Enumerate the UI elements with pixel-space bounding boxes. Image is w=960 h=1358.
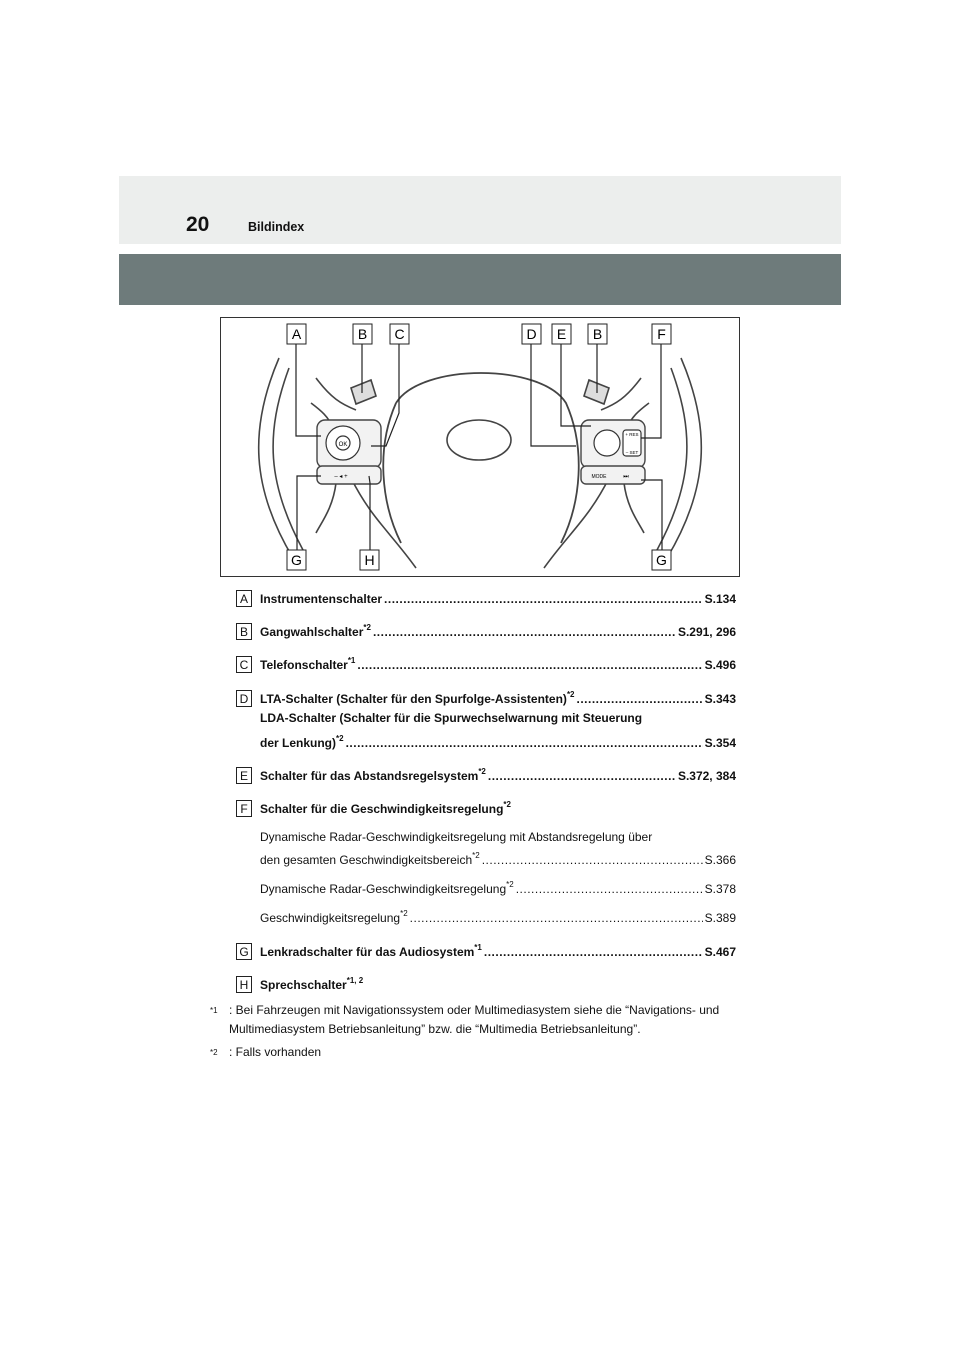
callout-g-left bbox=[287, 550, 306, 570]
callout-e bbox=[552, 324, 571, 344]
svg-text:F: F bbox=[657, 326, 666, 342]
sub-entry-label: den gesamten Geschwindigkeitsbereich bbox=[260, 853, 473, 867]
svg-text:E: E bbox=[556, 326, 567, 342]
letter-box: H bbox=[236, 976, 252, 993]
svg-text:D: D bbox=[526, 326, 537, 342]
rim-left-outer bbox=[259, 358, 293, 558]
page-reference[interactable]: S.343 bbox=[704, 692, 736, 706]
entry-label: Gangwahlschalter bbox=[260, 625, 364, 639]
leader-a bbox=[296, 344, 321, 436]
entry-label: Telefonschalter bbox=[260, 658, 348, 672]
steering-wheel-figure bbox=[220, 317, 740, 577]
title-bar bbox=[119, 254, 841, 305]
footnote-mark: *2 bbox=[363, 623, 371, 632]
callout-a bbox=[287, 324, 306, 344]
footnote-mark: *2 bbox=[210, 1048, 218, 1057]
footnote-text-2: Multimediasystem Betriebsanleitung” bzw. die “Multimedia Betriebsanleitung”. bbox=[229, 1022, 641, 1036]
sub-entry-label: Dynamische Radar-Geschwindigkeitsregelung bbox=[260, 882, 507, 896]
letter-box: F bbox=[236, 800, 252, 817]
rim-right-outer bbox=[667, 358, 701, 558]
letter-box: D bbox=[236, 690, 252, 707]
entry-label: Schalter für das Abstandsregelsystem bbox=[260, 769, 479, 783]
letter-box: B bbox=[236, 623, 252, 640]
callout-b-right bbox=[588, 324, 607, 344]
callout-f bbox=[652, 324, 671, 344]
header-band bbox=[119, 176, 841, 244]
logo-ellipse bbox=[447, 420, 511, 460]
page-reference[interactable]: S.496 bbox=[704, 658, 736, 672]
footnote-mark: *2 bbox=[503, 800, 511, 809]
entry-label: Instrumentenschalter bbox=[260, 592, 383, 606]
callout-c bbox=[390, 324, 409, 344]
volume-label: – ◂ + bbox=[334, 474, 348, 480]
footnote-mark: *2 bbox=[506, 880, 514, 889]
sub-entry-label: Geschwindigkeitsregelung bbox=[260, 911, 401, 925]
letter-box: C bbox=[236, 656, 252, 673]
footnote-mark: *1 bbox=[210, 1006, 218, 1015]
footnote-mark: *1 bbox=[347, 656, 356, 665]
next-label: ⏭ bbox=[623, 474, 629, 480]
svg-text:H: H bbox=[364, 552, 375, 568]
callout-d bbox=[522, 324, 541, 344]
steering-wheel-illustration bbox=[221, 318, 739, 576]
footnote-mark: *1 bbox=[474, 943, 482, 952]
callout-h bbox=[360, 550, 379, 570]
footnote-mark: *2 bbox=[478, 767, 486, 776]
page-reference[interactable]: S.467 bbox=[704, 945, 736, 959]
entry-label-3: der Lenkung) bbox=[260, 736, 337, 750]
section-title: Bildindex bbox=[248, 220, 305, 234]
ok-label: OK bbox=[338, 442, 348, 448]
footnote-1 bbox=[210, 1001, 750, 1039]
footnote-mark: *2 bbox=[472, 851, 480, 860]
svg-text:G: G bbox=[291, 552, 302, 568]
page-reference[interactable]: S.389 bbox=[704, 911, 736, 925]
rim-left-inner bbox=[273, 368, 303, 550]
page-reference[interactable]: S.366 bbox=[704, 853, 736, 867]
entry-label: LTA-Schalter (Schalter für den Spurfolge-Assistenten) bbox=[260, 692, 567, 706]
footnote-mark: *2 bbox=[566, 690, 575, 699]
entry-label: Lenkradschalter für das Audiosystem bbox=[260, 945, 475, 959]
set-label: – SET bbox=[625, 450, 639, 455]
cruise-control-button bbox=[594, 430, 620, 456]
svg-text:B: B bbox=[592, 326, 603, 342]
page-reference[interactable]: S.372, 384 bbox=[677, 769, 736, 783]
footnote-text: : Bei Fahrzeugen mit Navigationssystem oder Multimediasystem siehe die “Navigations- und bbox=[229, 1003, 720, 1017]
entry-label: Sprechschalter bbox=[260, 978, 347, 992]
footnote-text: : Falls vorhanden bbox=[229, 1045, 322, 1059]
svg-text:A: A bbox=[291, 326, 302, 342]
letter-box: G bbox=[236, 943, 252, 960]
page-reference[interactable]: S.134 bbox=[704, 592, 736, 606]
letter-box: A bbox=[236, 590, 252, 607]
footnote-mark: *2 bbox=[400, 909, 408, 918]
entry-label: Schalter für die Geschwindigkeitsregelung bbox=[260, 802, 504, 816]
footnote-mark: *2 bbox=[336, 734, 344, 743]
page-reference[interactable]: S.378 bbox=[704, 882, 736, 896]
mode-label: MODE bbox=[591, 474, 607, 480]
svg-text:G: G bbox=[656, 552, 667, 568]
svg-text:C: C bbox=[394, 326, 405, 342]
svg-text:B: B bbox=[357, 326, 368, 342]
page-reference[interactable]: S.291, 296 bbox=[677, 625, 736, 639]
page-reference[interactable]: S.354 bbox=[704, 736, 736, 750]
callout-g-right bbox=[652, 550, 671, 570]
sub-entry-label: Dynamische Radar-Geschwindigkeitsregelung mit Abstandsregelung über bbox=[260, 830, 653, 844]
page-number: 20 bbox=[186, 213, 210, 236]
res-label: + RES bbox=[625, 432, 639, 437]
callout-b-left bbox=[353, 324, 372, 344]
entry-label-2: LDA-Schalter (Schalter für die Spurwechselwarnung mit Steuerung bbox=[260, 711, 643, 725]
footnote-mark: *1, 2 bbox=[346, 976, 364, 985]
letter-box: E bbox=[236, 767, 252, 784]
footnote-2 bbox=[210, 1043, 750, 1062]
